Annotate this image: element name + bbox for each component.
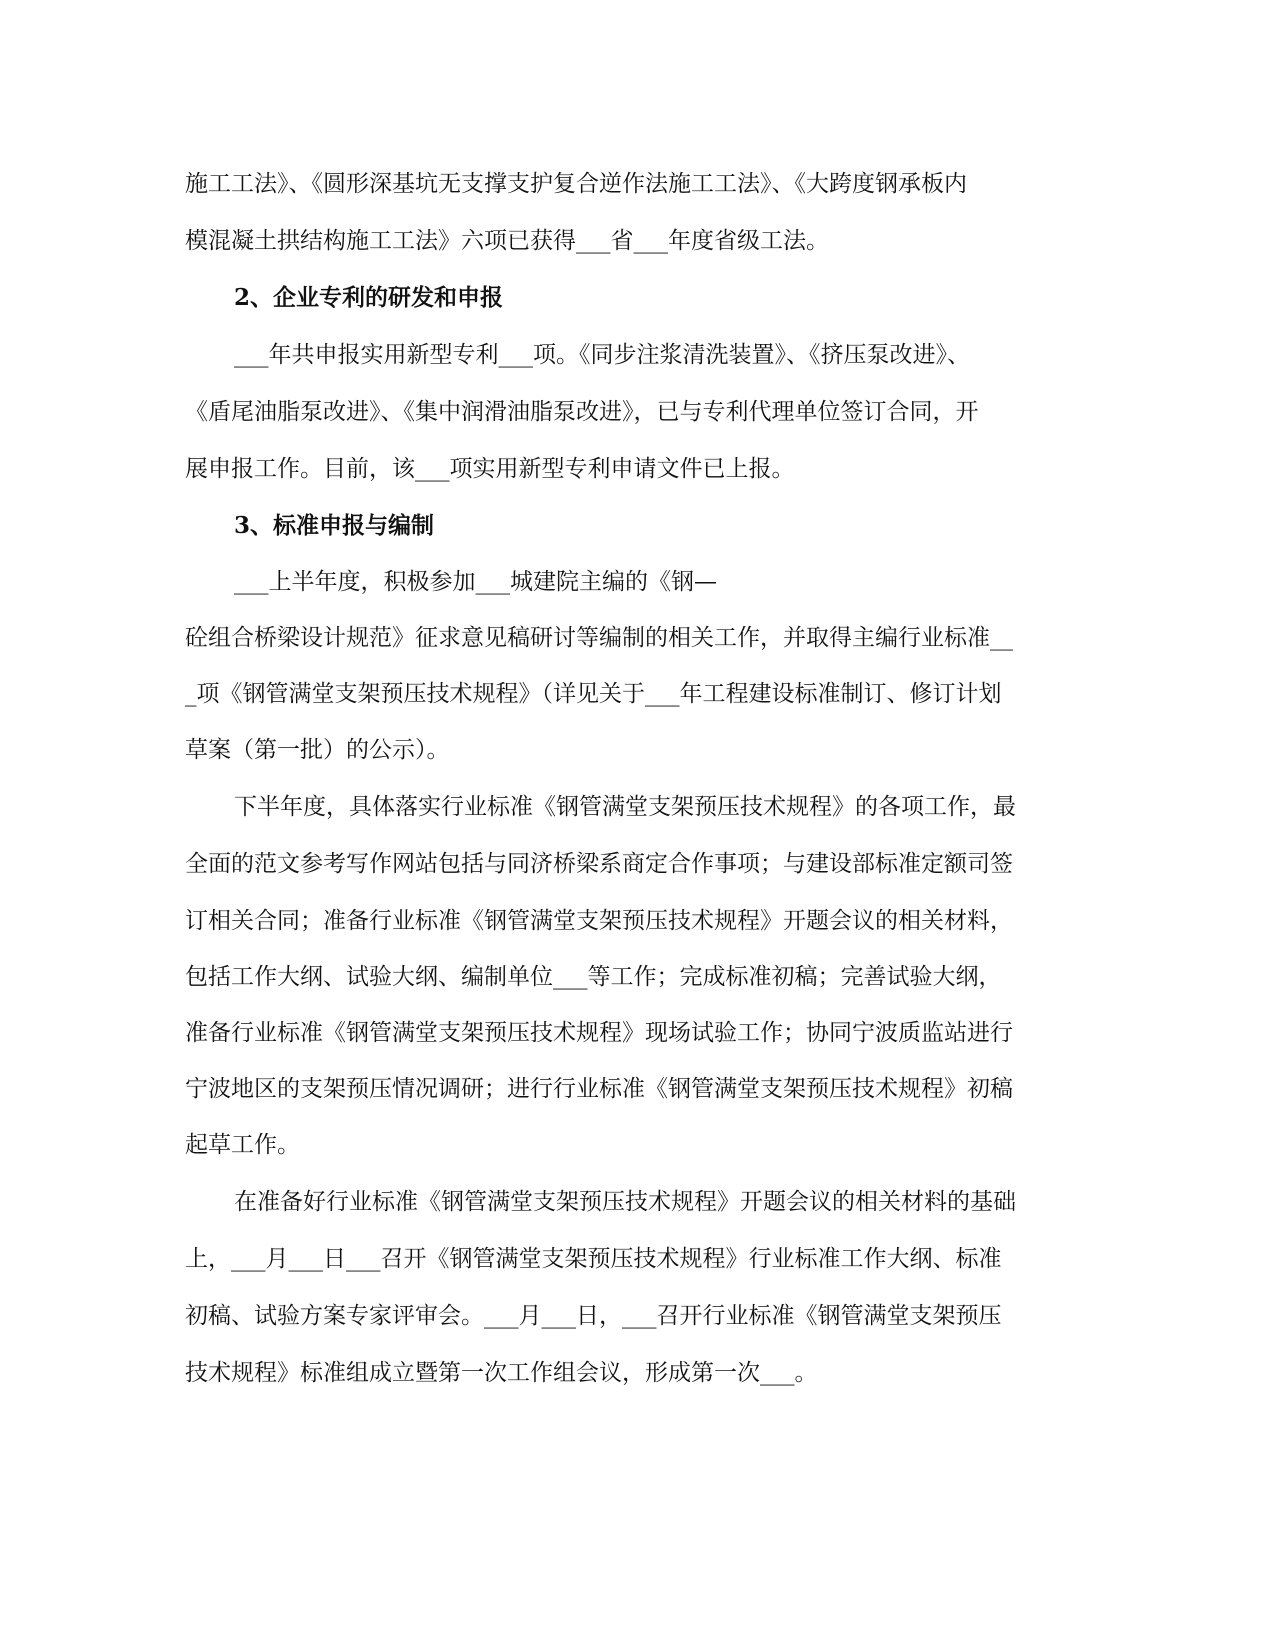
text-line: ___上半年度，积极参加___城建院主编的《钢— xyxy=(234,569,717,595)
text-line: 订相关合同；准备行业标准《钢管满堂支架预压技术规程》开题会议的相关材料， xyxy=(185,908,1013,934)
text-line: 起草工作。 xyxy=(185,1132,300,1158)
text-line: 砼组合桥梁设计规范》征求意见稿研讨等编制的相关工作，并取得主编行业标准__ xyxy=(185,625,1013,651)
text-line: 上，___月___日___召开《钢管满堂支架预压技术规程》行业标准工作大纲、标准 xyxy=(185,1246,1002,1272)
text-line: 展申报工作。目前，该___项实用新型专利申请文件已上报。 xyxy=(185,456,795,482)
text-line: 模混凝土拱结构施工工法》六项已获得___省___年度省级工法。 xyxy=(185,228,829,254)
text-line: _项《钢管满堂支架预压技术规程》（详见关于___年工程建设标准制订、修订计划 xyxy=(185,681,1002,707)
text-line: 在准备好行业标准《钢管满堂支架预压技术规程》开题会议的相关材料的基础 xyxy=(234,1189,1016,1215)
section-heading: 2、企业专利的研发和申报 xyxy=(234,284,504,311)
text-line: 下半年度，具体落实行业标准《钢管满堂支架预压技术规程》的各项工作，最 xyxy=(234,794,1016,820)
text-line: 初稿、试验方案专家评审会。___月___日，___召开行业标准《钢管满堂支架预压 xyxy=(185,1303,1002,1329)
section-heading: 3、标准申报与编制 xyxy=(234,512,435,539)
text-line: 技术规程》标准组成立暨第一次工作组会议，形成第一次___。 xyxy=(185,1360,818,1386)
text-line: 准备行业标准《钢管满堂支架预压技术规程》现场试验工作；协同宁波质监站进行 xyxy=(185,1020,1013,1046)
text-line: 施工工法》、《圆形深基坑无支撑支护复合逆作法施工工法》、《大跨度钢承板内 xyxy=(185,171,967,197)
text-line: 包括工作大纲、试验大纲、编制单位___等工作；完成标准初稿；完善试验大纲， xyxy=(185,964,1002,990)
text-line: 全面的范文参考写作网站包括与同济桥梁系商定合作事项；与建设部标准定额司签 xyxy=(185,851,1013,877)
text-line: 宁波地区的支架预压情况调研；进行行业标准《钢管满堂支架预压技术规程》初稿 xyxy=(185,1076,1013,1102)
text-line: 草案（第一批）的公示）。 xyxy=(185,737,450,763)
text-line: ___年共申报实用新型专利___项。《同步注浆清洗装置》、《挤压泵改进》、 xyxy=(234,342,970,368)
text-line: 《盾尾油脂泵改进》、《集中润滑油脂泵改进》，已与专利代理单位签订合同，开 xyxy=(185,399,979,425)
